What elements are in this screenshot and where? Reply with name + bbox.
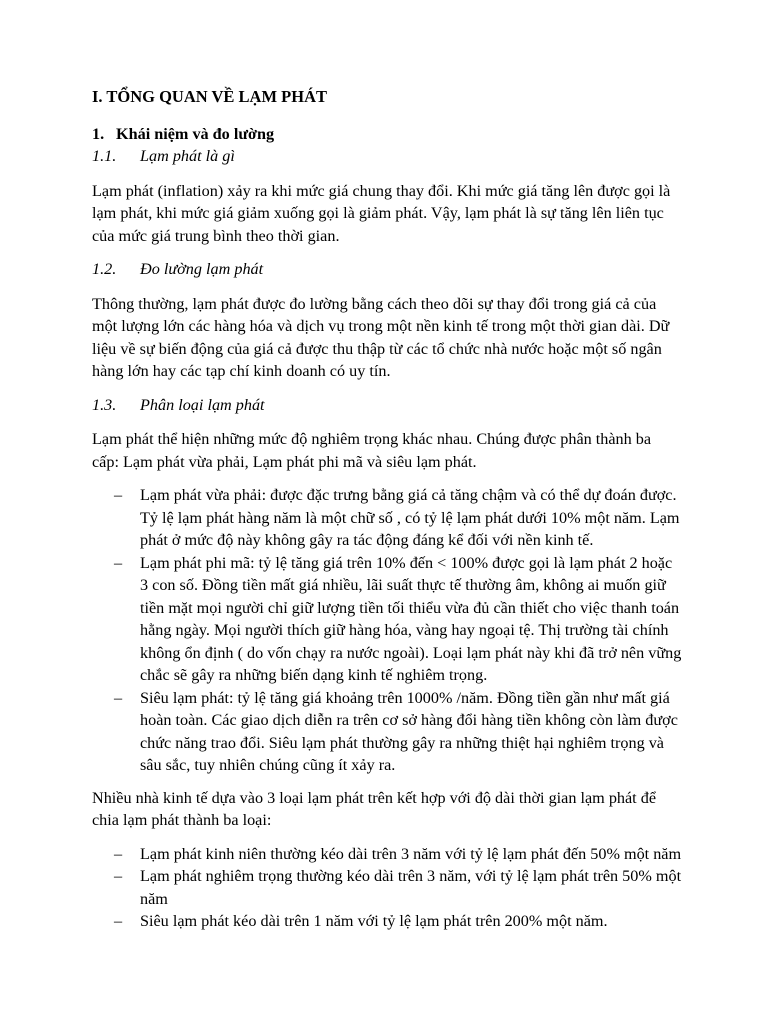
subsection-title: Lạm phát là gì: [140, 147, 235, 165]
list-item: [92, 484, 682, 552]
subsection-number: 1.2.: [92, 260, 117, 278]
dash-bullet: –: [114, 867, 123, 885]
dash-bullet: –: [114, 844, 123, 863]
list-item: [92, 843, 682, 866]
list-item: [92, 865, 682, 910]
list-item-text: Siêu lạm phát: tỷ lệ tăng giá khoảng trên 1000% /năm. Đồng tiền gần như mất giá hoàn toàn. Các giao dịch diễn ra trên cơ sở hàng đổi hàng tiền không còn làm được chức năng trao đổi. Siêu lạm phát thường gây ra những thiệt hại nghiêm trọng và sâu sắc, tuy nhiên chúng cũng ít xảy ra.: [140, 688, 678, 774]
list-item: [92, 910, 682, 933]
list-item-text: Lạm phát phi mã: tỷ lệ tăng giá trên 10% đến < 100% được gọi là lạm phát 2 hoặc 3 con số. Đồng tiền mất giá nhiều, lãi suất thực tế thường âm, không ai muốn giữ tiền mặt mọi người chỉ giữ lượng tiền tối thiểu vừa đủ cần thiết cho việc thanh toán hằng ngày. Mọi người thích giữ hàng hóa, vàng hay ngoại tệ. Thị trường tài chính không ổn định ( do vốn chạy ra nước ngoài). Loại lạm phát này khi đã trở nên vững chắc sẽ gây ra những biến dạng kinh tế nghiêm trọng.: [140, 553, 682, 684]
list-item: [92, 687, 682, 777]
page-title: I. TỔNG QUAN VỀ LẠM PHÁT: [92, 87, 327, 106]
dash-bullet: –: [114, 553, 123, 572]
section-number: 1.: [92, 124, 105, 143]
dash-bullet: –: [114, 486, 123, 504]
inflation-levels-list: [92, 484, 682, 777]
inflation-duration-list: [92, 843, 682, 933]
document-page: [92, 86, 682, 943]
dash-bullet: –: [114, 688, 123, 707]
list-item-text: Lạm phát nghiêm trọng thường kéo dài trên 3 năm, với tỷ lệ lạm phát trên 50% một năm: [140, 867, 682, 908]
dash-bullet: –: [114, 912, 123, 930]
subsection-title: Đo lường lạm phát: [140, 260, 264, 278]
section-title: Khái niệm và đo lường: [116, 124, 275, 143]
section-heading: [92, 123, 682, 146]
subsection-number: 1.3.: [92, 395, 117, 414]
paragraph-classification-outro: Nhiều nhà kinh tế dựa vào 3 loại lạm phát trên kết hợp với độ dài thời gian lạm phát để chia lạm phát thành ba loại:: [92, 788, 657, 829]
subsection-heading-1-1: [92, 145, 682, 168]
list-item-text: Siêu lạm phát kéo dài trên 1 năm với tỷ lệ lạm phát trên 200% một năm.: [140, 912, 608, 930]
subsection-number: 1.1.: [92, 147, 117, 165]
paragraph-classification-intro: Lạm phát thể hiện những mức độ nghiêm trọng khác nhau. Chúng được phân thành ba cấp: Lạm phát vừa phải, Lạm phát phi mã và siêu lạm phát.: [92, 430, 652, 471]
subsection-title: Phân loại lạm phát: [140, 395, 265, 414]
subsection-heading-1-2: [92, 258, 682, 281]
paragraph-definition: Lạm phát (inflation) xảy ra khi mức giá chung thay đổi. Khi mức giá tăng lên được gọi là lạm phát, khi mức giá giảm xuống gọi là giảm phát. Vậy, lạm phát là sự tăng lên liên tục của mức giá trung bình theo thời gian.: [92, 181, 671, 245]
subsection-heading-1-3: [92, 394, 682, 417]
list-item: [92, 552, 682, 687]
list-item-text: Lạm phát kinh niên thường kéo dài trên 3 năm với tỷ lệ lạm phát đến 50% một năm: [140, 844, 682, 863]
list-item-text: Lạm phát vừa phải: được đặc trưng bằng giá cả tăng chậm và có thể dự đoán được. Tỷ lệ lạm phát hàng năm là một chữ số , có tỷ lệ lạm phát dưới 10% một năm. Lạm phát ở mức độ này không gây ra tác động đáng kể đối với nền kinh tế.: [140, 486, 680, 549]
paragraph-measurement: Thông thường, lạm phát được đo lường bằng cách theo dõi sự thay đổi trong giá cả của một lượng lớn các hàng hóa và dịch vụ trong một nền kinh tế trong một thời gian dài. Dữ liệu về sự biến động của giá cả được thu thập từ các tổ chức nhà nước hoặc một số ngân hàng lớn hay các tạp chí kinh doanh có uy tín.: [92, 294, 670, 380]
